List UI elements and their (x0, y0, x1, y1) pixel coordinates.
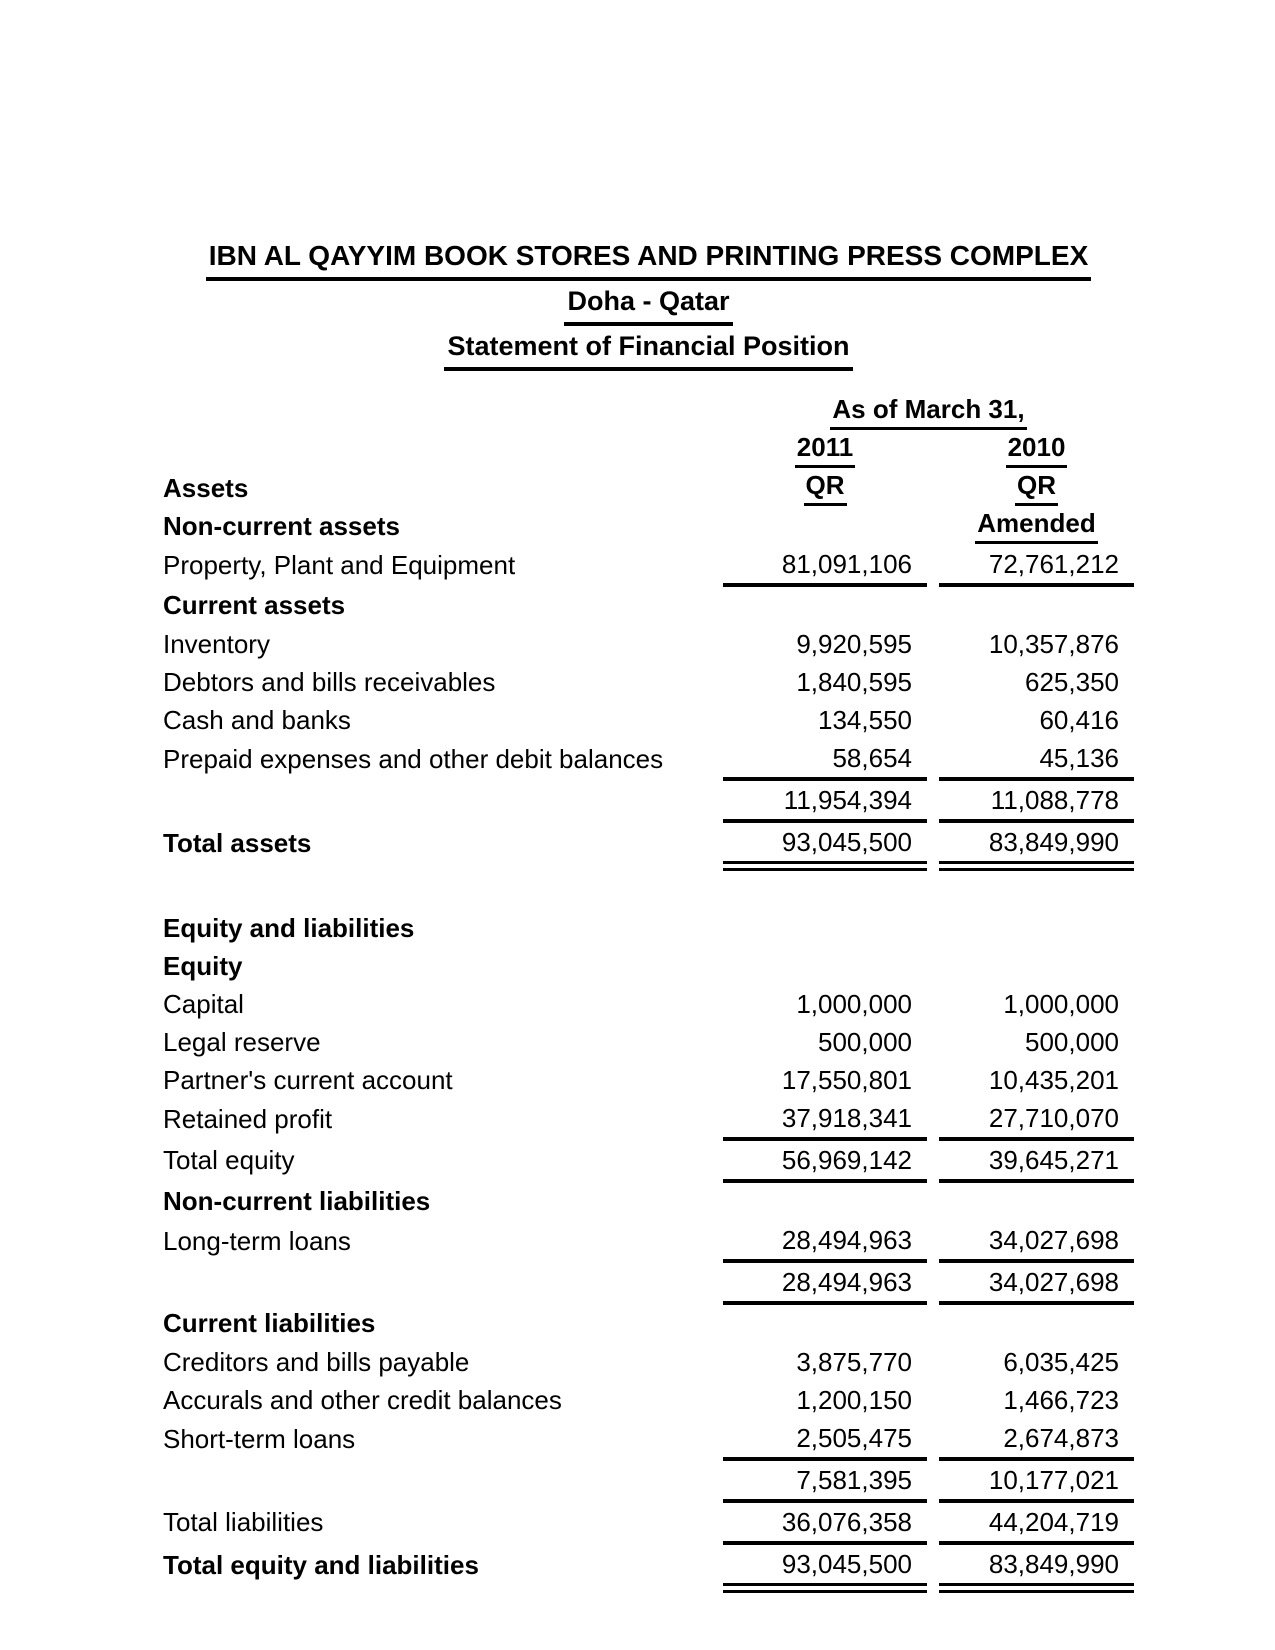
company-name: IBN AL QAYYIM BOOK STORES AND PRINTING PRESS COMPLEX (206, 236, 1092, 281)
table-row (163, 1343, 1134, 1381)
value-2011: 56,969,142 (723, 1139, 927, 1181)
row-label: Accurals and other credit balances (163, 1384, 562, 1415)
row-label: Partner's current account (163, 1064, 453, 1095)
currency-2011: QR (804, 470, 847, 506)
row-label: Inventory (163, 628, 270, 659)
value-2011: 37,918,341 (723, 1099, 927, 1139)
row-label: Property, Plant and Equipment (163, 549, 516, 580)
value-2010 (939, 1303, 1134, 1343)
row-label: Capital (163, 988, 244, 1019)
table-row (163, 625, 1134, 663)
row-label (163, 779, 723, 821)
value-2011: 93,045,500 (723, 1543, 927, 1588)
table-row (163, 1381, 1134, 1419)
column-gap (927, 663, 939, 701)
column-gap (927, 1181, 939, 1221)
column-gap (927, 585, 939, 625)
table-row (163, 701, 1134, 739)
column-gap (927, 545, 939, 585)
noncurrent-assets-section-label: Non-current assets (163, 510, 400, 541)
value-2010: 6,035,425 (1003, 1346, 1119, 1377)
value-2010 (939, 866, 1134, 909)
value-2010: 39,645,271 (939, 1139, 1134, 1181)
value-2010: 34,027,698 (939, 1261, 1134, 1303)
value-2011: 58,654 (723, 739, 927, 779)
currency-2010-cell (939, 469, 1134, 507)
value-2010: 500,000 (1025, 1026, 1119, 1057)
value-2010 (939, 947, 1134, 985)
amended-note: Amended (975, 508, 1097, 544)
location-line (163, 281, 1134, 326)
row-label (163, 1261, 723, 1303)
value-2011: 36,076,358 (723, 1501, 927, 1543)
table-body-rows (163, 545, 1134, 1588)
financial-position-table (163, 393, 1134, 1593)
column-gap (927, 909, 939, 947)
table-row (163, 1023, 1134, 1061)
table-row (163, 1501, 1134, 1543)
currency-row (163, 469, 1134, 507)
column-gap (927, 1099, 939, 1139)
table-row (163, 1061, 1134, 1099)
column-gap (927, 1303, 939, 1343)
value-2010: 1,466,723 (1003, 1384, 1119, 1415)
empty-cell (723, 507, 927, 545)
column-gap (927, 469, 939, 507)
value-2011: 9,920,595 (796, 628, 912, 659)
spacer-row (163, 866, 1134, 909)
column-gap (927, 947, 939, 985)
column-gap (927, 1419, 939, 1459)
column-gap (927, 821, 939, 866)
row-label: Total equity and liabilities (163, 1550, 479, 1580)
column-gap (927, 1459, 939, 1501)
value-2010: 10,357,876 (988, 628, 1119, 659)
value-2010: 83,849,990 (939, 821, 1134, 866)
value-2010: 34,027,698 (939, 1221, 1134, 1261)
column-gap (927, 739, 939, 779)
currency-2011-cell (723, 469, 927, 507)
value-2010 (939, 1181, 1134, 1221)
value-2011 (723, 585, 927, 625)
value-2010: 1,000,000 (1003, 988, 1119, 1019)
amended-note-cell (939, 507, 1134, 545)
value-2011: 28,494,963 (723, 1221, 927, 1261)
value-2011 (723, 866, 927, 909)
value-2011: 134,550 (818, 704, 912, 735)
row-label: Short-term loans (163, 1423, 356, 1454)
value-2011: 81,091,106 (723, 545, 927, 585)
column-gap (927, 701, 939, 739)
period-heading-row (163, 393, 1134, 431)
table-row (163, 1419, 1134, 1459)
row-label (163, 1459, 723, 1501)
table-row (163, 779, 1134, 821)
document-header (163, 236, 1134, 371)
table-row (163, 1221, 1134, 1261)
statement-title: Statement of Financial Position (444, 326, 852, 371)
year-2011-cell (723, 431, 927, 469)
column-gap (927, 1343, 939, 1381)
year-row (163, 431, 1134, 469)
column-gap (927, 1023, 939, 1061)
column-gap (927, 1381, 939, 1419)
value-2010: 60,416 (1039, 704, 1119, 735)
value-2010: 27,710,070 (939, 1099, 1134, 1139)
value-2010: 10,177,021 (939, 1459, 1134, 1501)
table-row (163, 739, 1134, 779)
table-row (163, 821, 1134, 866)
year-2010: 2010 (1006, 432, 1068, 468)
value-2010: 10,435,201 (988, 1064, 1119, 1095)
row-label: Current assets (163, 589, 346, 620)
value-2011 (723, 947, 927, 985)
row-label: Total equity (163, 1144, 295, 1175)
column-gap (927, 431, 939, 469)
value-2010: 72,761,212 (939, 545, 1134, 585)
value-2011: 3,875,770 (796, 1346, 912, 1377)
table-row (163, 1261, 1134, 1303)
value-2011: 500,000 (818, 1026, 912, 1057)
amended-row (163, 507, 1134, 545)
value-2011 (723, 1303, 927, 1343)
table-row (163, 1099, 1134, 1139)
value-2010: 83,849,990 (939, 1543, 1134, 1588)
company-name-line (163, 236, 1134, 281)
value-2011: 11,954,394 (723, 779, 927, 821)
table-header-rows (163, 393, 1134, 545)
row-label: Long-term loans (163, 1225, 351, 1256)
location: Doha - Qatar (564, 281, 732, 326)
statement-title-line (163, 326, 1134, 371)
empty-cell (163, 431, 723, 469)
column-gap (927, 1221, 939, 1261)
year-2010-cell (939, 431, 1134, 469)
row-label: Cash and banks (163, 704, 351, 735)
value-2011: 17,550,801 (781, 1064, 912, 1095)
row-label (163, 866, 723, 909)
row-label: Debtors and bills receivables (163, 666, 496, 697)
column-gap (927, 507, 939, 545)
value-2010: 2,674,873 (939, 1419, 1134, 1459)
table-row (163, 1303, 1134, 1343)
table-row (163, 545, 1134, 585)
row-label: Prepaid expenses and other debit balances (163, 743, 664, 774)
value-2011: 93,045,500 (723, 821, 927, 866)
table-row (163, 1139, 1134, 1181)
column-gap (927, 1501, 939, 1543)
value-2010: 11,088,778 (939, 779, 1134, 821)
column-gap (927, 779, 939, 821)
assets-section-label: Assets (163, 472, 249, 503)
row-label: Equity and liabilities (163, 912, 415, 943)
value-2011 (723, 909, 927, 947)
table-row (163, 909, 1134, 947)
value-2011 (723, 1181, 927, 1221)
value-2010 (939, 585, 1134, 625)
year-2011: 2011 (795, 432, 855, 468)
column-gap (927, 985, 939, 1023)
empty-cell (163, 393, 723, 431)
value-2010: 44,204,719 (939, 1501, 1134, 1543)
row-label: Current liabilities (163, 1307, 376, 1338)
row-label: Equity (163, 950, 243, 981)
column-gap (927, 866, 939, 909)
value-2010 (939, 909, 1134, 947)
value-2010: 625,350 (1025, 666, 1119, 697)
row-label: Legal reserve (163, 1026, 321, 1057)
value-2011: 7,581,395 (723, 1459, 927, 1501)
column-gap (927, 1139, 939, 1181)
column-gap (927, 1261, 939, 1303)
value-2011: 1,200,150 (796, 1384, 912, 1415)
column-gap (927, 1543, 939, 1588)
table-row (163, 1459, 1134, 1501)
period-heading: As of March 31, (830, 394, 1026, 430)
value-2011: 28,494,963 (723, 1261, 927, 1303)
row-label: Creditors and bills payable (163, 1346, 470, 1377)
value-2011: 2,505,475 (723, 1419, 927, 1459)
table-row (163, 585, 1134, 625)
table-row (163, 985, 1134, 1023)
value-2010: 45,136 (939, 739, 1134, 779)
table-row (163, 1181, 1134, 1221)
currency-2010: QR (1015, 470, 1058, 506)
table-row (163, 947, 1134, 985)
table-row (163, 663, 1134, 701)
value-2011: 1,000,000 (796, 988, 912, 1019)
row-label: Non-current liabilities (163, 1185, 431, 1216)
row-label: Total liabilities (163, 1506, 324, 1537)
value-2011: 1,840,595 (796, 666, 912, 697)
column-gap (927, 625, 939, 663)
period-heading-cell (723, 393, 1134, 431)
table-row (163, 1543, 1134, 1588)
row-label: Retained profit (163, 1103, 333, 1134)
column-gap (927, 1061, 939, 1099)
row-label: Total assets (163, 828, 312, 858)
